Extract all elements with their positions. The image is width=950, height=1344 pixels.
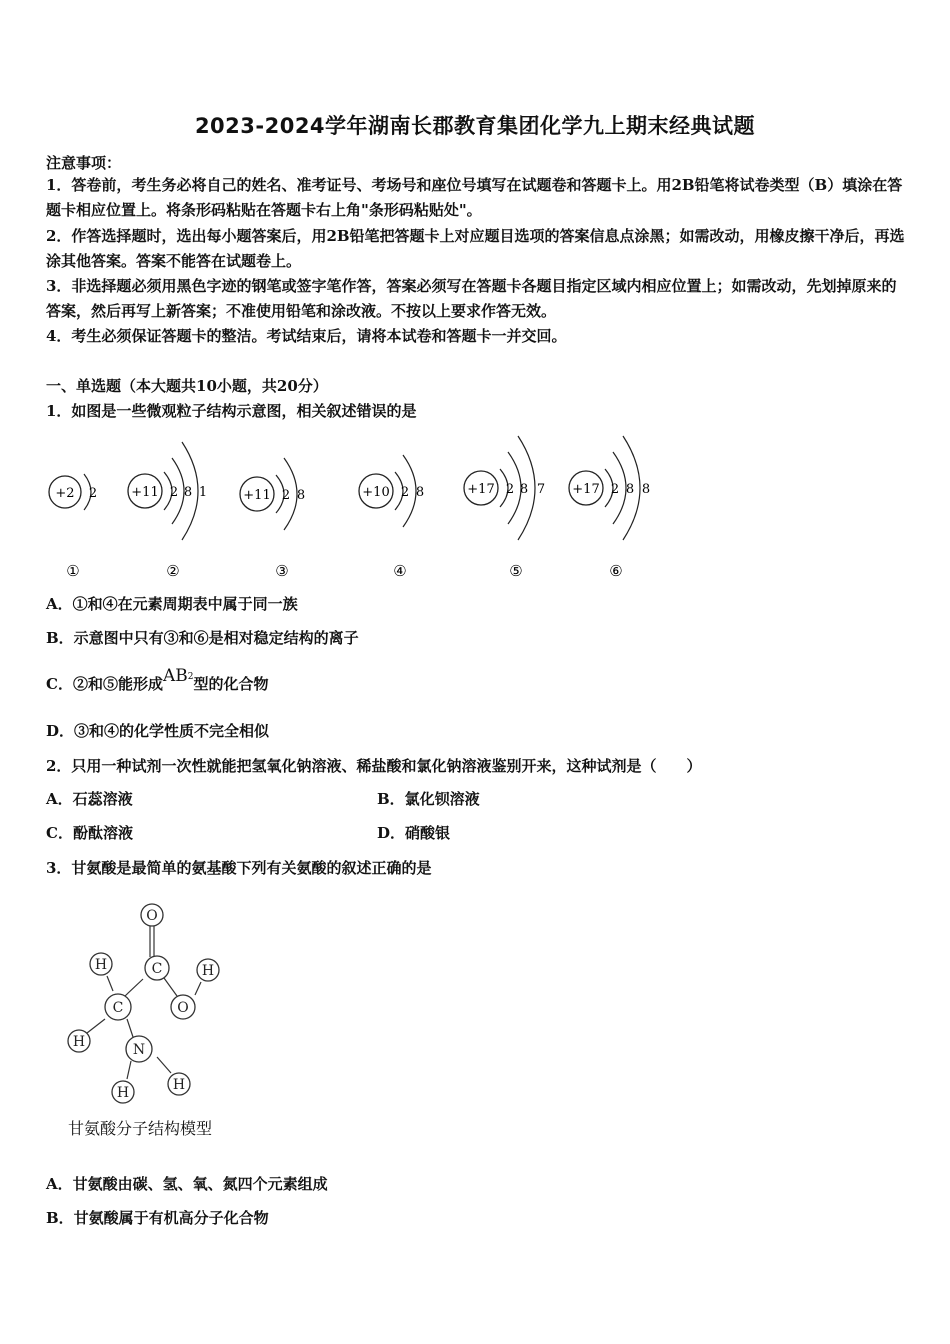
notice-item-4: 4．考生必须保证答题卡的整洁。考试结束后，请将本试卷和答题卡一并交回。 [46,327,567,345]
particle-structure-figure [40,430,680,590]
glycine-molecule-figure [55,895,245,1115]
atom-h-hydroxyl: H [201,963,215,979]
q1-option-c-formula [163,666,194,686]
atom-h-upper-left: H [94,957,108,973]
particle-6 [569,436,650,580]
particle-2 [128,442,207,580]
glycine-caption: 甘氨酸分子结构模型 [68,1119,213,1138]
atom-h-amine-1: H [116,1085,130,1101]
q3-option-b: B．甘氨酸属于有机高分子化合物 [46,1209,269,1227]
particle-5-charge: +17 [467,482,495,497]
section-heading: 一、单选题（本大题共10小题，共20分） [46,377,328,395]
atom-c-alpha: C [112,1000,124,1016]
particle-6-shell-1: 2 [610,482,620,497]
q1-option-c-prefix: C．②和⑤能形成 [46,675,163,693]
q3-option-a: A．甘氨酸由碳、氢、氧、氮四个元素组成 [46,1175,328,1193]
atom-h-left: H [72,1034,86,1050]
particle-5-shell-2: 8 [519,482,529,497]
atom-h-amine-2: H [172,1077,186,1093]
particle-5-shell-3: 7 [536,482,546,497]
notice-item-3: 3．非选择题必须用黑色字迹的钢笔或签字笔作答，答案必须写在答题卡各题目指定区域内相应位置上；如需改动，先划掉原来的答案，然后再写上新答案；不准使用铅笔和涂改液。不按以上要求作答无效。 [46,277,897,320]
particle-2-shell-3: 1 [198,485,208,500]
particle-4-shell-1: 2 [400,485,410,500]
q1-option-c-suffix: 型的化合物 [193,675,269,693]
q1-option-c [46,666,269,694]
particle-6-label: ⑥ [609,562,623,580]
q1-option-d: D．③和④的化学性质不完全相似 [46,722,270,740]
notice-item-1: 1．答卷前，考生务必将自己的姓名、准考证号、考场号和座位号填写在试题卷和答题卡上。用2B铅笔将试卷类型（B）填涂在答题卡相应位置上。将条形码粘贴在答题卡右上角"条形码粘贴处"。 [46,176,903,219]
q2-option-b: B．氯化钡溶液 [377,790,480,808]
particle-3-shell-2: 8 [296,488,306,503]
q1-option-a: A．①和④在元素周期表中属于同一族 [46,595,298,613]
q3-stem: 3．甘氨酸是最简单的氨基酸下列有关氨酸的叙述正确的是 [46,859,432,877]
particle-2-shell-2: 8 [183,485,193,500]
particle-6-shell-2: 8 [625,482,635,497]
page-title: 2023-2024学年湖南长郡教育集团化学九上期末经典试题 [194,114,756,138]
particle-3-charge: +11 [243,488,271,503]
particle-4-shell-2: 8 [415,485,425,500]
atom-n: N [132,1042,146,1058]
notice-item-2: 2．作答选择题时，选出每小题答案后，用2B铅笔把答题卡上对应题目选项的答案信息点涂黑；如需改动，用橡皮擦干净后，再选涂其他答案。答案不能答在试题卷上。 [46,227,905,270]
particle-5 [464,436,545,580]
particle-3 [240,458,305,580]
particle-5-shell-1: 2 [505,482,515,497]
particle-1 [49,474,97,580]
formula-subscript: 2 [187,672,194,682]
notice-heading: 注意事项： [46,154,122,172]
particle-3-label: ③ [275,562,289,580]
particle-1-shell-1: 2 [88,486,98,501]
particle-4-charge: +10 [362,485,390,500]
q2-option-c: C．酚酞溶液 [46,824,133,842]
particle-1-label: ① [66,562,80,580]
particle-6-shell-3: 8 [641,482,651,497]
q1-option-b: B．示意图中只有③和⑥是相对稳定结构的离子 [46,629,359,647]
formula-ab: AB [162,666,188,686]
particle-2-charge: +11 [131,485,159,500]
particle-2-shell-1: 2 [169,485,179,500]
particle-2-label: ② [166,562,180,580]
atom-c-carboxyl: C [151,961,163,977]
particle-3-shell-1: 2 [281,488,291,503]
particle-5-label: ⑤ [509,562,523,580]
atom-o-top: O [146,908,158,924]
atom-o-hydroxyl: O [177,1000,189,1016]
particle-4 [359,455,424,580]
q2-option-d: D．硝酸银 [377,824,451,842]
q2-stem: 2．只用一种试剂一次性就能把氢氧化钠溶液、稀盐酸和氯化钠溶液鉴别开来，这种试剂是（ ） [46,757,702,775]
particle-4-label: ④ [393,562,407,580]
q2-option-a: A．石蕊溶液 [46,790,133,808]
q1-stem: 1．如图是一些微观粒子结构示意图，相关叙述错误的是 [46,402,417,420]
particle-6-charge: +17 [572,482,600,497]
particle-1-charge: +2 [55,486,75,501]
